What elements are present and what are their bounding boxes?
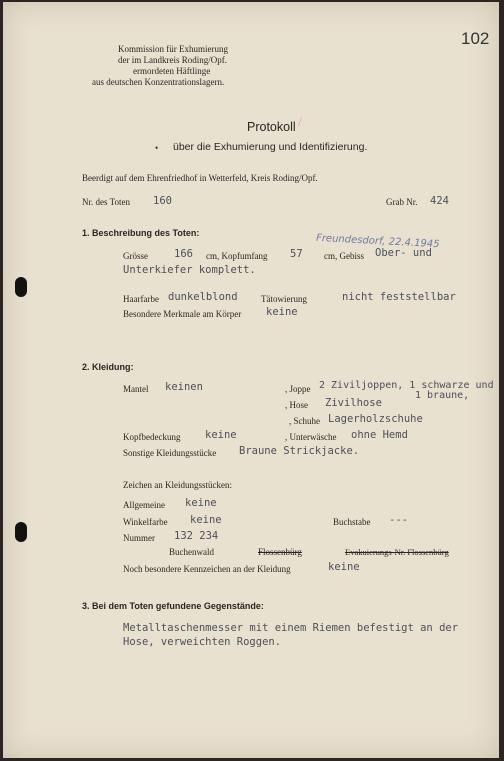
letter-value: --- (389, 514, 408, 526)
coat-value: keinen (165, 381, 203, 393)
camp-flossenbuerg: Flossenbürg (258, 547, 302, 557)
section-3-heading: 3. Bei dem Toten gefundene Gegenstände: (82, 601, 264, 611)
tattoo-label: Tätowierung (261, 294, 307, 304)
teeth-value: Ober- und (375, 247, 432, 259)
letter-label: Buchstabe (333, 517, 371, 527)
angle-color-label: Winkelfarbe (123, 517, 168, 527)
other-clothing-value: Braune Strickjacke. (239, 445, 360, 457)
document-page (3, 2, 499, 758)
document-subtitle: über die Exhumierung und Identifizierung. (173, 141, 368, 153)
headwear-label: Kopfbedeckung (123, 432, 181, 442)
section-2-heading: 2. Kleidung: (82, 362, 134, 372)
number-label: Nummer (123, 533, 155, 543)
head-circumference-label: cm, Kopfumfang (206, 251, 268, 261)
other-marks-value: keine (328, 561, 360, 573)
handwritten-note: Freundesdorf, 22.4.1945 (315, 232, 440, 251)
found-items-line-1: Metalltaschenmesser mit einem Riemen befestigt an der (123, 622, 459, 634)
headwear-value: keine (205, 429, 237, 441)
jacket-value-cont: 1 braune, (415, 390, 470, 401)
page-number: 102 (461, 29, 490, 48)
body-marks-label: Besondere Merkmale am Körper (123, 309, 242, 319)
tattoo-value: nicht feststellbar (342, 291, 456, 303)
section-1-heading: 1. Beschreibung des Toten: (82, 228, 200, 238)
evacuation-number: Evakuierungs-Nr. Flossenbürg (345, 547, 449, 557)
jacket-label: , Joppe (285, 384, 311, 394)
punch-hole-bottom (15, 522, 27, 542)
number-value: 132 234 (174, 530, 219, 542)
head-circumference-value: 57 (290, 248, 303, 260)
teeth-label: cm, Gebiss (324, 251, 364, 261)
underwear-value: ohne Hemd (351, 429, 408, 441)
shoes-label: , Schuhe (289, 416, 320, 426)
grave-number-label: Grab Nr. (386, 197, 418, 207)
shoes-value: Lagerholzschuhe (328, 413, 423, 425)
red-check-mark: / (298, 115, 302, 130)
general-label: Allgemeine (123, 500, 165, 510)
burial-line: Beerdigt auf dem Ehrenfriedhof in Wetterfeld, Kreis Roding/Opf. (82, 173, 318, 183)
coat-label: Mantel (123, 384, 149, 394)
header-line-4: aus deutschen Konzentrationslagern. (92, 77, 225, 87)
punch-hole-top (15, 277, 27, 297)
jacket-value: 2 Ziviljoppen, 1 schwarze und (319, 380, 494, 391)
clothing-marks-heading: Zeichen an Kleidungsstücken: (123, 480, 232, 490)
trousers-label: , Hose (285, 400, 308, 410)
other-marks-label: Noch besondere Kennzeichen an der Kleidung (123, 564, 291, 574)
grave-number-value: 424 (430, 195, 449, 207)
header-line-3: ermordeten Häftlinge (133, 66, 211, 76)
camp-buchenwald: Buchenwald (169, 547, 214, 557)
header-line-1: Kommission für Exhumierung (118, 44, 228, 54)
dead-number-value: 160 (153, 195, 172, 207)
hair-label: Haarfarbe (123, 294, 159, 304)
size-value: 166 (174, 248, 193, 260)
underwear-label: , Unterwäsche (285, 432, 337, 442)
trousers-value: Zivilhose (325, 397, 382, 409)
other-clothing-label: Sonstige Kleidungsstücke (123, 448, 217, 458)
found-items-line-2: Hose, verweichten Roggen. (123, 636, 282, 648)
bullet-mark: • (155, 143, 159, 153)
document-title: Protokoll (247, 120, 296, 134)
header-line-2: der im Landkreis Roding/Opf. (118, 55, 227, 65)
body-marks-value: keine (266, 306, 298, 318)
general-value: keine (185, 497, 217, 509)
teeth-value-cont: Unterkiefer komplett. (123, 264, 256, 276)
dead-number-label: Nr. des Toten (82, 197, 130, 207)
hair-value: dunkelblond (168, 291, 238, 303)
size-label: Grösse (123, 251, 148, 261)
angle-color-value: keine (190, 514, 222, 526)
